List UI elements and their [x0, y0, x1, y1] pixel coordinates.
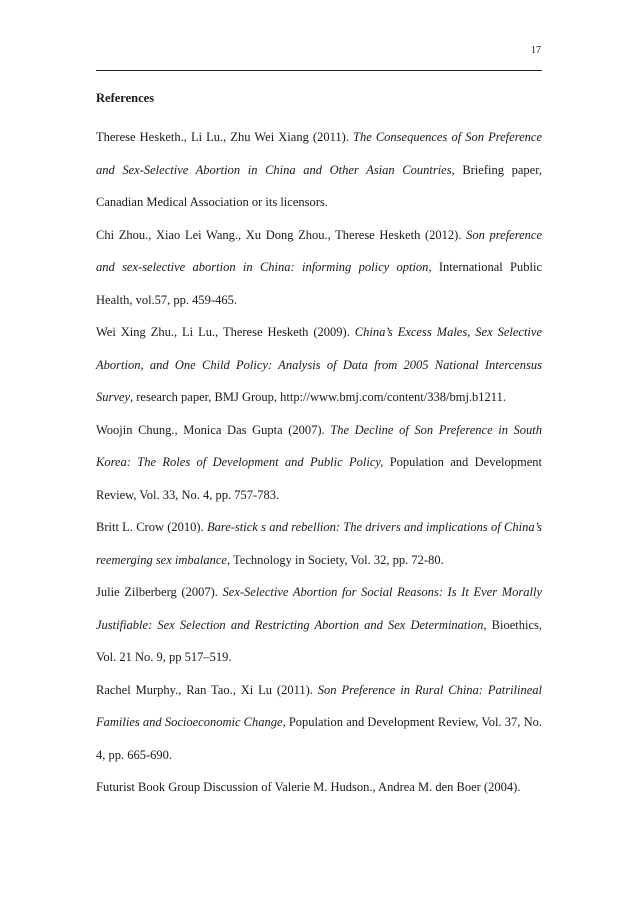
- reference-title: Bare-stick s and rebellion: The drivers and implications of China’s reemerging sex imbalance: [96, 520, 542, 567]
- reference-entry: [96, 511, 542, 576]
- page-number: 17: [531, 45, 541, 56]
- reference-entry: [96, 674, 542, 772]
- reference-source: , Technology in Society, Vol. 32, pp. 72-80.: [226, 552, 444, 567]
- reference-entry: [96, 316, 542, 414]
- reference-source: International Public Health, vol.57, pp. 459-465.: [96, 260, 543, 307]
- reference-entry: [96, 576, 542, 674]
- reference-source: Briefing paper, Canadian Medical Association or its licensors.: [96, 162, 542, 209]
- reference-source: , Population and Development Review, Vol. 37, No. 4, pp. 665-690.: [96, 715, 542, 762]
- reference-title: The Consequences of Son Preference and Sex-Selective Abortion in China and Other Asian Countries,: [96, 130, 542, 177]
- reference-authors: Chi Zhou., Xiao Lei Wang., Xu Dong Zhou., Therese Hesketh (2012).: [96, 227, 467, 242]
- references-section: [96, 88, 542, 804]
- reference-authors: Britt L. Crow (2010).: [96, 520, 207, 534]
- reference-title: Sex-Selective Abortion for Social Reasons: Is It Ever Morally Justifiable: Sex Selection and Restricting Abortion and Sex Determination,: [96, 585, 543, 632]
- references-heading: References: [96, 91, 155, 105]
- reference-title: Son Preference in Rural China: Patrilineal Families and Socioeconomic Change: [96, 682, 543, 729]
- reference-source: Population and Development Review, Vol. 33, No. 4, pp. 757-783.: [96, 455, 542, 502]
- reference-authors: Julie Zilberberg (2007).: [96, 585, 223, 599]
- reference-source: Bioethics, Vol. 21 No. 9, pp 517–519.: [96, 617, 542, 664]
- reference-title: The Decline of Son Preference in South Korea: The Roles of Development and Public Policy,: [96, 422, 543, 469]
- reference-source: , research paper, BMJ Group, http://www.bmj.com/content/338/bmj.b1211.: [130, 390, 506, 404]
- reference-entry: [96, 771, 542, 804]
- reference-authors: Therese Hesketh., Li Lu., Zhu Wei Xiang (2011).: [96, 130, 353, 144]
- reference-entry: [96, 414, 542, 512]
- reference-authors: Woojin Chung., Monica Das Gupta (2007).: [96, 422, 331, 437]
- reference-authors: Futurist Book Group Discussion of Valerie M. Hudson., Andrea M. den Boer (2004).: [96, 780, 521, 794]
- reference-authors: Wei Xing Zhu., Li Lu., Therese Hesketh (2009).: [96, 325, 355, 339]
- reference-title: Son preference and sex-selective abortion in China: informing policy option,: [96, 227, 543, 274]
- reference-authors: Rachel Murphy., Ran Tao., Xi Lu (2011).: [96, 682, 318, 697]
- header-rule: [96, 70, 542, 71]
- reference-entry: [96, 121, 542, 219]
- reference-title: China’s Excess Males, Sex Selective Abortion, and One Child Policy: Analysis of Data from 2005 National Intercensus Survey: [96, 325, 542, 404]
- reference-entry: [96, 219, 542, 317]
